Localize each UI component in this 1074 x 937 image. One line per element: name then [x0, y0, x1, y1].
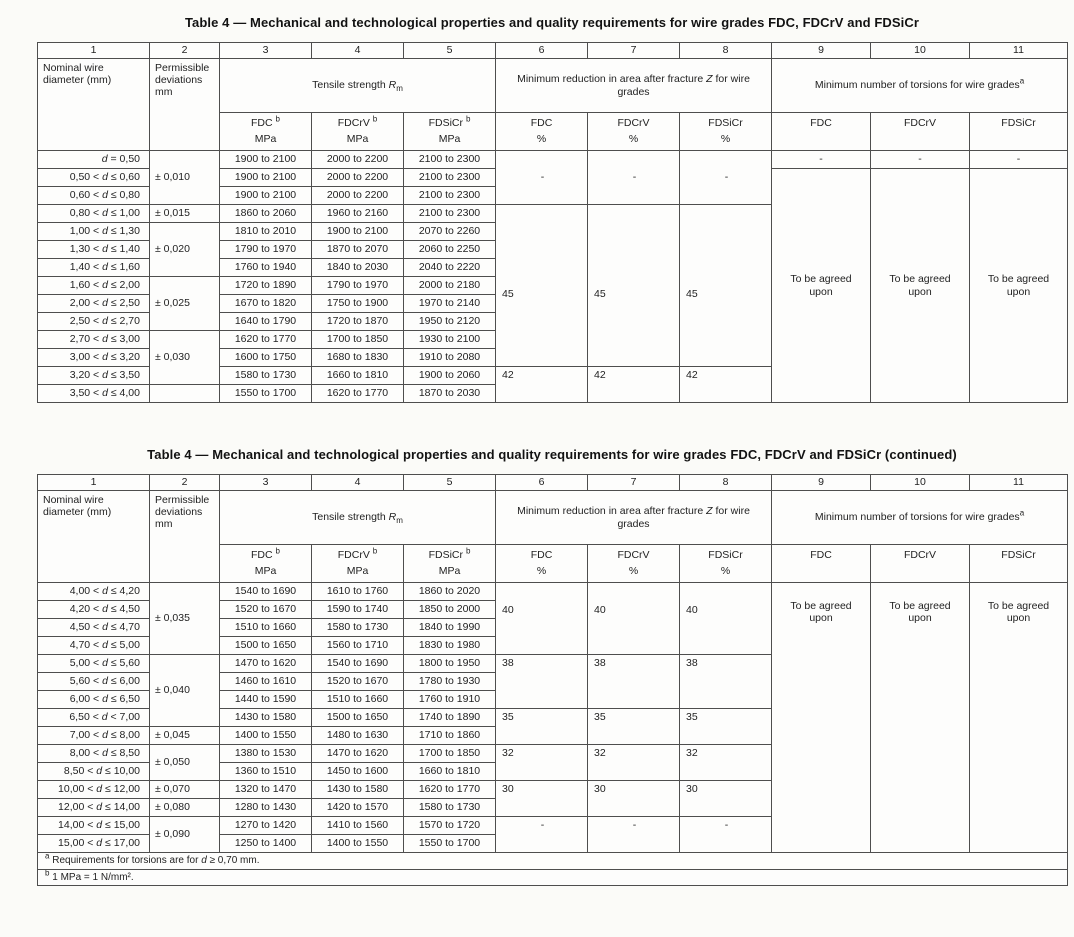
- header-tensile-strength: Tensile strength $R_m$: [220, 491, 496, 545]
- diameter-cell: 3,00 < d ≤ 3,20: [38, 349, 150, 367]
- subheader-grade: FDSiCr: [970, 545, 1068, 583]
- torsion-cell: To be agreed upon: [970, 169, 1068, 403]
- fdcrv-tensile-cell: 1400 to 1550: [312, 835, 404, 853]
- diameter-cell: 0,80 < d ≤ 1,00: [38, 205, 150, 223]
- subheader-grade: FDC $^b$ MPa: [220, 545, 312, 583]
- reduction-cell: 40: [680, 583, 772, 655]
- fdcrv-tensile-cell: 1790 to 1970: [312, 277, 404, 295]
- header-reduction-in-area: Minimum reduction in area after fracture Z for wire grades: [496, 59, 772, 113]
- fdc-tensile-cell: 1600 to 1750: [220, 349, 312, 367]
- fdc-tensile-cell: 1540 to 1690: [220, 583, 312, 601]
- reduction-cell: 45: [680, 205, 772, 367]
- diameter-cell: 8,50 < d ≤ 10,00: [38, 763, 150, 781]
- column-number: 4: [312, 43, 404, 59]
- fdsicr-tensile-cell: 1760 to 1910: [404, 691, 496, 709]
- column-number: 4: [312, 475, 404, 491]
- deviation-cell: ± 0,030: [150, 331, 220, 385]
- torsion-cell: To be agreed upon: [772, 583, 871, 853]
- fdc-tensile-cell: 1900 to 2100: [220, 187, 312, 205]
- reduction-cell: 35: [496, 709, 588, 745]
- fdcrv-tensile-cell: 1960 to 2160: [312, 205, 404, 223]
- reduction-cell: -: [496, 817, 588, 853]
- subheader-grade: FDCrV: [871, 545, 970, 583]
- diameter-cell: 4,50 < d ≤ 4,70: [38, 619, 150, 637]
- deviation-cell: [150, 385, 220, 403]
- fdcrv-tensile-cell: 1840 to 2030: [312, 259, 404, 277]
- diameter-cell: 1,30 < d ≤ 1,40: [38, 241, 150, 259]
- fdcrv-tensile-cell: 1580 to 1730: [312, 619, 404, 637]
- reduction-cell: 42: [680, 367, 772, 403]
- diameter-cell: 12,00 < d ≤ 14,00: [38, 799, 150, 817]
- table-4: [37, 42, 1068, 403]
- header-group-row: [38, 491, 1068, 545]
- header-permissible-deviations: Permissible deviations mm: [150, 59, 220, 151]
- torsion-cell: -: [970, 151, 1068, 169]
- diameter-cell: 6,50 < d < 7,00: [38, 709, 150, 727]
- diameter-cell: 1,40 < d ≤ 1,60: [38, 259, 150, 277]
- subheader-grade: FDSiCr %: [680, 545, 772, 583]
- header-reduction-in-area: Minimum reduction in area after fracture Z for wire grades: [496, 491, 772, 545]
- fdsicr-tensile-cell: 2100 to 2300: [404, 151, 496, 169]
- torsion-cell: -: [871, 151, 970, 169]
- fdsicr-tensile-cell: 1860 to 2020: [404, 583, 496, 601]
- reduction-cell: 30: [680, 781, 772, 817]
- table-title-continued: Table 4 — Mechanical and technological properties and quality requirements for wire grades FDC, FDCrV and FDSiCr (continued): [147, 447, 957, 462]
- column-number: 3: [220, 43, 312, 59]
- reduction-cell: 35: [680, 709, 772, 745]
- fdc-tensile-cell: 1720 to 1890: [220, 277, 312, 295]
- column-number: 6: [496, 43, 588, 59]
- column-number: 1: [38, 475, 150, 491]
- diameter-cell: 2,50 < d ≤ 2,70: [38, 313, 150, 331]
- column-number: 1: [38, 43, 150, 59]
- column-number: 3: [220, 475, 312, 491]
- fdc-tensile-cell: 1580 to 1730: [220, 367, 312, 385]
- fdc-tensile-cell: 1860 to 2060: [220, 205, 312, 223]
- fdsicr-tensile-cell: 1620 to 1770: [404, 781, 496, 799]
- fdc-tensile-cell: 1470 to 1620: [220, 655, 312, 673]
- fdsicr-tensile-cell: 1970 to 2140: [404, 295, 496, 313]
- fdcrv-tensile-cell: 1540 to 1690: [312, 655, 404, 673]
- table-4-continued: [37, 474, 1068, 886]
- fdsicr-tensile-cell: 2040 to 2220: [404, 259, 496, 277]
- diameter-cell: 6,00 < d ≤ 6,50: [38, 691, 150, 709]
- subheader-grade: FDC: [772, 545, 871, 583]
- diameter-cell: 14,00 < d ≤ 15,00: [38, 817, 150, 835]
- fdc-tensile-cell: 1500 to 1650: [220, 637, 312, 655]
- fdcrv-tensile-cell: 1700 to 1850: [312, 331, 404, 349]
- fdsicr-tensile-cell: 1570 to 1720: [404, 817, 496, 835]
- torsion-cell: -: [772, 151, 871, 169]
- column-number: 2: [150, 475, 220, 491]
- fdcrv-tensile-cell: 2000 to 2200: [312, 187, 404, 205]
- fdsicr-tensile-cell: 1580 to 1730: [404, 799, 496, 817]
- fdsicr-tensile-cell: 1830 to 1980: [404, 637, 496, 655]
- diameter-cell: 5,00 < d ≤ 5,60: [38, 655, 150, 673]
- torsion-cell: To be agreed upon: [970, 583, 1068, 853]
- fdc-tensile-cell: 1620 to 1770: [220, 331, 312, 349]
- column-number: 10: [871, 43, 970, 59]
- deviation-cell: ± 0,015: [150, 205, 220, 223]
- diameter-cell: 4,00 < d ≤ 4,20: [38, 583, 150, 601]
- reduction-cell: 32: [588, 745, 680, 781]
- fdsicr-tensile-cell: 1870 to 2030: [404, 385, 496, 403]
- fdcrv-tensile-cell: 1410 to 1560: [312, 817, 404, 835]
- fdc-tensile-cell: 1400 to 1550: [220, 727, 312, 745]
- fdsicr-tensile-cell: 2100 to 2300: [404, 205, 496, 223]
- fdcrv-tensile-cell: 1750 to 1900: [312, 295, 404, 313]
- column-number: 7: [588, 43, 680, 59]
- fdc-tensile-cell: 1460 to 1610: [220, 673, 312, 691]
- diameter-cell: 15,00 < d ≤ 17,00: [38, 835, 150, 853]
- fdcrv-tensile-cell: 1470 to 1620: [312, 745, 404, 763]
- diameter-cell: 10,00 < d ≤ 12,00: [38, 781, 150, 799]
- diameter-cell: 4,20 < d ≤ 4,50: [38, 601, 150, 619]
- reduction-cell: 42: [588, 367, 680, 403]
- data-row: [38, 583, 1068, 601]
- fdsicr-tensile-cell: 1550 to 1700: [404, 835, 496, 853]
- header-permissible-deviations: Permissible deviations mm: [150, 491, 220, 583]
- diameter-cell: 8,00 < d ≤ 8,50: [38, 745, 150, 763]
- diameter-cell: 1,60 < d ≤ 2,00: [38, 277, 150, 295]
- reduction-cell: -: [680, 817, 772, 853]
- deviation-cell: ± 0,090: [150, 817, 220, 853]
- fdcrv-tensile-cell: 1520 to 1670: [312, 673, 404, 691]
- deviation-cell: ± 0,035: [150, 583, 220, 655]
- diameter-cell: 3,50 < d ≤ 4,00: [38, 385, 150, 403]
- deviation-cell: ± 0,020: [150, 223, 220, 277]
- table-title: Table 4 — Mechanical and technological properties and quality requirements for wire grades FDC, FDCrV and FDSiCr: [184, 15, 920, 30]
- fdcrv-tensile-cell: 1430 to 1580: [312, 781, 404, 799]
- subheader-grade: FDCrV %: [588, 113, 680, 151]
- subheader-grade: FDCrV $^b$ MPa: [312, 113, 404, 151]
- fdcrv-tensile-cell: 2000 to 2200: [312, 151, 404, 169]
- column-number: 11: [970, 43, 1068, 59]
- column-number: 9: [772, 43, 871, 59]
- torsion-cell: To be agreed upon: [871, 169, 970, 403]
- fdc-tensile-cell: 1320 to 1470: [220, 781, 312, 799]
- fdc-tensile-cell: 1760 to 1940: [220, 259, 312, 277]
- subheader-grade: FDSiCr %: [680, 113, 772, 151]
- reduction-cell: 40: [496, 583, 588, 655]
- reduction-cell: 35: [588, 709, 680, 745]
- fdc-tensile-cell: 1900 to 2100: [220, 151, 312, 169]
- subheader-grade: FDCrV: [871, 113, 970, 151]
- deviation-cell: ± 0,040: [150, 655, 220, 727]
- fdsicr-tensile-cell: 1800 to 1950: [404, 655, 496, 673]
- fdcrv-tensile-cell: 1510 to 1660: [312, 691, 404, 709]
- deviation-cell: ± 0,080: [150, 799, 220, 817]
- diameter-cell: 2,70 < d ≤ 3,00: [38, 331, 150, 349]
- fdcrv-tensile-cell: 1450 to 1600: [312, 763, 404, 781]
- fdcrv-tensile-cell: 1480 to 1630: [312, 727, 404, 745]
- fdc-tensile-cell: 1270 to 1420: [220, 817, 312, 835]
- diameter-cell: 0,50 < d ≤ 0,60: [38, 169, 150, 187]
- fdcrv-tensile-cell: 1560 to 1710: [312, 637, 404, 655]
- fdsicr-tensile-cell: 1740 to 1890: [404, 709, 496, 727]
- reduction-cell: 45: [496, 205, 588, 367]
- subheader-grade: FDC %: [496, 545, 588, 583]
- torsion-cell: To be agreed upon: [772, 169, 871, 403]
- reduction-cell: -: [496, 151, 588, 205]
- diameter-cell: 2,00 < d ≤ 2,50: [38, 295, 150, 313]
- fdc-tensile-cell: 1520 to 1670: [220, 601, 312, 619]
- column-number: 5: [404, 475, 496, 491]
- header-group-row: [38, 59, 1068, 113]
- fdc-tensile-cell: 1550 to 1700: [220, 385, 312, 403]
- column-number: 5: [404, 43, 496, 59]
- fdsicr-tensile-cell: 2070 to 2260: [404, 223, 496, 241]
- fdc-tensile-cell: 1900 to 2100: [220, 169, 312, 187]
- column-number: 2: [150, 43, 220, 59]
- fdc-tensile-cell: 1810 to 2010: [220, 223, 312, 241]
- subheader-grade: FDCrV $^b$ MPa: [312, 545, 404, 583]
- reduction-cell: 30: [588, 781, 680, 817]
- column-number: 7: [588, 475, 680, 491]
- diameter-cell: 7,00 < d ≤ 8,00: [38, 727, 150, 745]
- footnote: $^b$ 1 MPa = 1 N/mm².: [38, 869, 1068, 886]
- deviation-cell: ± 0,010: [150, 151, 220, 205]
- fdcrv-tensile-cell: 1420 to 1570: [312, 799, 404, 817]
- subheader-grade: FDC $^b$ MPa: [220, 113, 312, 151]
- fdc-tensile-cell: 1280 to 1430: [220, 799, 312, 817]
- fdsicr-tensile-cell: 1840 to 1990: [404, 619, 496, 637]
- reduction-cell: 30: [496, 781, 588, 817]
- footnote: $^a$ Requirements for torsions are for d ≥ 0,70 mm.: [38, 853, 1068, 870]
- fdsicr-tensile-cell: 2060 to 2250: [404, 241, 496, 259]
- fdsicr-tensile-cell: 2100 to 2300: [404, 187, 496, 205]
- subheader-grade: FDC %: [496, 113, 588, 151]
- fdsicr-tensile-cell: 1710 to 1860: [404, 727, 496, 745]
- subheader-grade: FDSiCr $^b$ MPa: [404, 113, 496, 151]
- column-number-row: [38, 475, 1068, 491]
- fdc-tensile-cell: 1440 to 1590: [220, 691, 312, 709]
- footnote-row: [38, 869, 1068, 886]
- fdcrv-tensile-cell: 1660 to 1810: [312, 367, 404, 385]
- reduction-cell: 42: [496, 367, 588, 403]
- header-nominal-diameter: Nominal wire diameter (mm): [38, 59, 150, 151]
- fdsicr-tensile-cell: 2000 to 2180: [404, 277, 496, 295]
- column-number: 9: [772, 475, 871, 491]
- fdc-tensile-cell: 1380 to 1530: [220, 745, 312, 763]
- diameter-cell: 5,60 < d ≤ 6,00: [38, 673, 150, 691]
- column-number: 11: [970, 475, 1068, 491]
- fdsicr-tensile-cell: 1780 to 1930: [404, 673, 496, 691]
- reduction-cell: 32: [680, 745, 772, 781]
- column-number: 8: [680, 475, 772, 491]
- data-row: [38, 151, 1068, 169]
- torsion-cell: To be agreed upon: [871, 583, 970, 853]
- header-nominal-diameter: Nominal wire diameter (mm): [38, 491, 150, 583]
- footnote-row: [38, 853, 1068, 870]
- deviation-cell: ± 0,070: [150, 781, 220, 799]
- diameter-cell: 4,70 < d ≤ 5,00: [38, 637, 150, 655]
- fdc-tensile-cell: 1360 to 1510: [220, 763, 312, 781]
- deviation-cell: ± 0,045: [150, 727, 220, 745]
- fdcrv-tensile-cell: 1500 to 1650: [312, 709, 404, 727]
- reduction-cell: -: [588, 151, 680, 205]
- subheader-grade: FDC: [772, 113, 871, 151]
- fdsicr-tensile-cell: 1910 to 2080: [404, 349, 496, 367]
- fdc-tensile-cell: 1640 to 1790: [220, 313, 312, 331]
- fdcrv-tensile-cell: 1680 to 1830: [312, 349, 404, 367]
- fdsicr-tensile-cell: 1950 to 2120: [404, 313, 496, 331]
- diameter-cell: 3,20 < d ≤ 3,50: [38, 367, 150, 385]
- reduction-cell: 38: [588, 655, 680, 709]
- diameter-cell: 1,00 < d ≤ 1,30: [38, 223, 150, 241]
- column-number-row: [38, 43, 1068, 59]
- subheader-grade: FDCrV %: [588, 545, 680, 583]
- header-torsions: Minimum number of torsions for wire grades$^a$: [772, 59, 1068, 113]
- column-number: 8: [680, 43, 772, 59]
- reduction-cell: -: [680, 151, 772, 205]
- fdcrv-tensile-cell: 1900 to 2100: [312, 223, 404, 241]
- deviation-cell: ± 0,025: [150, 277, 220, 331]
- fdcrv-tensile-cell: 1610 to 1760: [312, 583, 404, 601]
- column-number: 10: [871, 475, 970, 491]
- diameter-cell: d = 0,50: [38, 151, 150, 169]
- reduction-cell: 38: [680, 655, 772, 709]
- fdsicr-tensile-cell: 2100 to 2300: [404, 169, 496, 187]
- fdc-tensile-cell: 1510 to 1660: [220, 619, 312, 637]
- fdsicr-tensile-cell: 1900 to 2060: [404, 367, 496, 385]
- reduction-cell: 32: [496, 745, 588, 781]
- fdcrv-tensile-cell: 1720 to 1870: [312, 313, 404, 331]
- fdsicr-tensile-cell: 1700 to 1850: [404, 745, 496, 763]
- reduction-cell: 38: [496, 655, 588, 709]
- fdcrv-tensile-cell: 2000 to 2200: [312, 169, 404, 187]
- fdsicr-tensile-cell: 1850 to 2000: [404, 601, 496, 619]
- header-tensile-strength: Tensile strength $R_m$: [220, 59, 496, 113]
- fdc-tensile-cell: 1670 to 1820: [220, 295, 312, 313]
- reduction-cell: 40: [588, 583, 680, 655]
- fdsicr-tensile-cell: 1930 to 2100: [404, 331, 496, 349]
- fdc-tensile-cell: 1250 to 1400: [220, 835, 312, 853]
- subheader-grade: FDSiCr: [970, 113, 1068, 151]
- fdc-tensile-cell: 1790 to 1970: [220, 241, 312, 259]
- fdsicr-tensile-cell: 1660 to 1810: [404, 763, 496, 781]
- fdcrv-tensile-cell: 1870 to 2070: [312, 241, 404, 259]
- deviation-cell: ± 0,050: [150, 745, 220, 781]
- fdc-tensile-cell: 1430 to 1580: [220, 709, 312, 727]
- fdcrv-tensile-cell: 1590 to 1740: [312, 601, 404, 619]
- reduction-cell: -: [588, 817, 680, 853]
- reduction-cell: 45: [588, 205, 680, 367]
- fdcrv-tensile-cell: 1620 to 1770: [312, 385, 404, 403]
- subheader-grade: FDSiCr $^b$ MPa: [404, 545, 496, 583]
- diameter-cell: 0,60 < d ≤ 0,80: [38, 187, 150, 205]
- header-torsions: Minimum number of torsions for wire grades$^a$: [772, 491, 1068, 545]
- column-number: 6: [496, 475, 588, 491]
